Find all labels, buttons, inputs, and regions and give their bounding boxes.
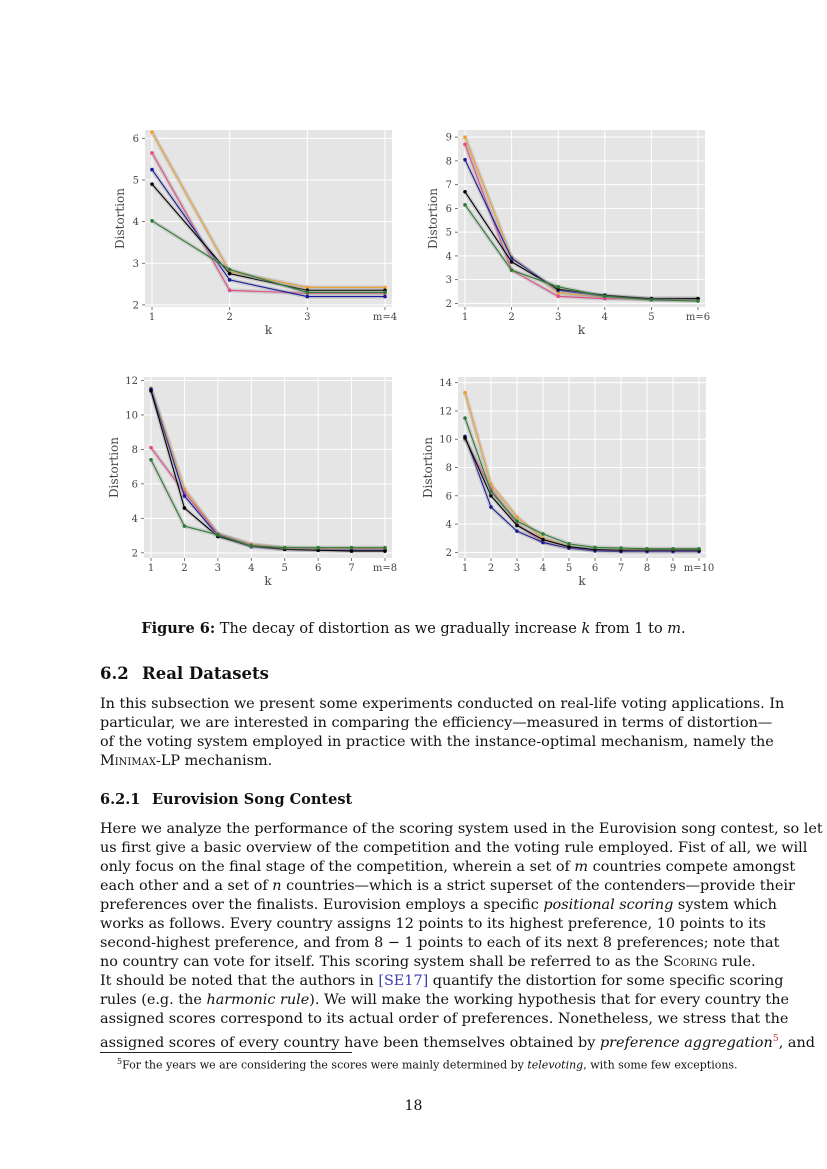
x-tick-label: 2: [226, 312, 233, 323]
body-line: works as follows. Every country assigns 12 points to its highest preference, 10 points to its: [100, 916, 766, 932]
chart-m8-svg: [104, 372, 400, 590]
chart-m4: [110, 125, 400, 340]
page-number: 18: [404, 1098, 423, 1114]
text: system which: [673, 897, 777, 913]
data-point-green: [567, 542, 571, 546]
body-line: [100, 953, 756, 972]
plot-panel: [144, 377, 392, 558]
x-axis-label: k: [264, 323, 273, 337]
data-point-black: [150, 182, 154, 186]
body-line: Here we analyze the performance of the scoring system used in the Eurovision song contest, so let: [100, 821, 823, 837]
text: quantify the distortion for some specific scoring: [428, 973, 784, 989]
data-point-black: [383, 549, 387, 553]
data-point-blue: [306, 295, 310, 299]
body-line: [100, 991, 789, 1010]
data-point-black: [515, 524, 519, 528]
y-tick-label: 2: [445, 298, 452, 310]
x-tick-label: 4: [601, 312, 608, 323]
body-line: us first give a basic overview of the competition and the voting rule employed. Fist of all, we will: [100, 840, 808, 856]
citation-link[interactable]: [SE17]: [378, 973, 429, 989]
data-point-green: [283, 546, 287, 550]
y-tick-label: 3: [132, 258, 139, 270]
chart-m8: [104, 372, 400, 590]
y-tick-label: 10: [439, 434, 452, 446]
x-tick-label: 7: [348, 563, 355, 574]
text: , with some few exceptions.: [583, 1058, 738, 1072]
x-tick-label: 3: [513, 563, 521, 574]
data-point-green: [249, 544, 253, 548]
x-tick-label: 4: [248, 563, 255, 574]
x-tick-label: 2: [508, 312, 515, 323]
text: preferences over the finalists. Eurovision employs a specific: [100, 897, 544, 913]
body-line: [100, 877, 795, 896]
data-point-blue: [228, 278, 232, 282]
data-point-green: [556, 285, 560, 289]
figure-label: Figure 6:: [141, 620, 216, 637]
y-tick-label: 4: [132, 217, 139, 229]
y-tick-label: 4: [131, 513, 138, 525]
data-point-green: [150, 219, 154, 223]
y-axis-label: Distortion: [107, 436, 121, 499]
data-point-black: [510, 260, 514, 264]
data-point-green: [306, 291, 310, 295]
y-tick-label: 8: [445, 463, 452, 474]
minimax-lp-term: Minimax-LP: [100, 753, 181, 769]
x-tick-label: 8: [643, 563, 651, 574]
data-point-green: [463, 416, 467, 420]
data-point-orange: [150, 130, 154, 134]
x-tick-label: 5: [648, 312, 655, 323]
y-tick-label: 5: [445, 227, 452, 239]
data-point-green: [463, 203, 467, 207]
text: no country can vote for itself. This scoring system shall be referred to as the: [100, 954, 664, 970]
body-line: [100, 858, 796, 877]
y-tick-label: 4: [445, 519, 452, 531]
data-point-green: [645, 547, 649, 551]
data-point-pink: [149, 446, 153, 450]
data-point-blue: [383, 295, 387, 299]
y-tick-label: 12: [439, 406, 452, 418]
chart-m10: [418, 372, 714, 590]
x-tick-label: 1: [148, 312, 156, 323]
text: rules (e.g. the: [100, 992, 207, 1008]
text: For the years we are considering the scores were mainly determined by: [122, 1058, 528, 1072]
x-tick-label: 6: [591, 563, 599, 574]
text: It should be noted that the authors in: [100, 973, 379, 989]
emph-televoting: televoting: [527, 1058, 584, 1072]
section-heading: [100, 664, 269, 683]
text: , and: [778, 1035, 815, 1051]
x-tick-label: 5: [565, 563, 573, 574]
x-tick-label: m=10: [683, 563, 715, 574]
data-point-black: [228, 272, 232, 276]
data-point-pink: [228, 289, 232, 293]
caption-m: m: [667, 621, 682, 637]
x-axis-label: k: [578, 574, 586, 588]
y-tick-label: 6: [132, 133, 139, 145]
emph-positional-scoring: positional scoring: [543, 897, 674, 913]
data-point-green: [316, 546, 320, 550]
data-point-green: [383, 291, 387, 295]
chart-m10-svg: [418, 372, 714, 590]
text: rule.: [717, 954, 756, 970]
data-point-orange: [463, 135, 467, 139]
x-axis-label: k: [264, 574, 272, 588]
data-point-blue: [515, 529, 519, 533]
data-point-black: [463, 190, 467, 194]
data-point-green: [350, 546, 354, 550]
caption-mid: from 1 to: [590, 621, 668, 637]
intro-line: of the voting system employed in practice with the instance-optimal mechanism, namely the: [100, 734, 774, 750]
x-tick-label: 2: [487, 563, 495, 574]
data-point-green: [696, 299, 700, 303]
footnote-mark: 5: [117, 1057, 123, 1066]
data-point-pink: [150, 151, 154, 155]
caption-end: .: [681, 621, 686, 637]
data-point-green: [149, 458, 153, 462]
footnote-rule: [100, 1052, 352, 1053]
x-tick-label: 5: [281, 563, 288, 574]
math-m: m: [574, 859, 589, 875]
data-point-black: [463, 436, 467, 440]
data-point-pink: [556, 295, 560, 299]
y-tick-label: 2: [132, 300, 139, 312]
data-point-green: [697, 547, 701, 551]
x-tick-label: 6: [314, 563, 322, 574]
data-point-green: [228, 268, 232, 272]
x-tick-label: 1: [461, 563, 469, 574]
text: countries compete amongst: [588, 859, 796, 875]
data-point-pink: [463, 142, 467, 146]
data-point-blue: [150, 168, 154, 172]
y-tick-label: 6: [445, 491, 452, 503]
x-tick-label: 3: [555, 312, 562, 323]
caption-k: k: [581, 621, 591, 637]
scoring-term: Scoring: [663, 954, 718, 970]
chart-m6-svg: [423, 125, 713, 340]
text: assigned scores of every country have been themselves obtained by: [100, 1035, 600, 1051]
x-tick-label: 1: [147, 563, 155, 574]
x-tick-label: 3: [304, 312, 311, 323]
y-tick-label: 8: [445, 156, 452, 168]
body-line: second-highest preference, and from 8 − 1 points to each of its next 8 preferences; note that: [100, 935, 780, 951]
body-paragraph: [100, 820, 823, 1051]
y-tick-label: 10: [125, 410, 138, 422]
data-point-green: [383, 546, 387, 550]
data-point-blue: [489, 505, 493, 509]
y-tick-label: 7: [445, 180, 452, 192]
figure-caption: [100, 620, 727, 637]
data-point-black: [541, 538, 545, 542]
data-point-green: [603, 295, 607, 299]
data-point-green: [541, 532, 545, 536]
y-tick-label: 6: [445, 203, 452, 215]
data-point-black: [183, 506, 187, 510]
data-point-green: [593, 546, 597, 550]
x-tick-label: 7: [617, 563, 625, 574]
y-tick-label: 8: [131, 444, 138, 456]
data-point-green: [650, 298, 654, 302]
intro-line-rest: mechanism.: [180, 753, 273, 769]
caption-pre: The decay of distortion as we gradually increase: [219, 621, 582, 637]
chart-m4-svg: [110, 125, 400, 340]
x-tick-label: 9: [669, 563, 677, 574]
footnote: [117, 1057, 738, 1072]
data-point-green: [671, 547, 675, 551]
text: countries—which is a strict superset of the contenders—provide their: [281, 878, 795, 894]
section-number: 6.2: [100, 664, 129, 683]
subsection-heading: [100, 791, 352, 808]
body-line: [100, 1029, 815, 1051]
section-title: Real Datasets: [142, 664, 269, 683]
y-tick-label: 6: [131, 479, 138, 491]
text: ). We will make the working hypothesis that for every country the: [309, 992, 789, 1008]
y-tick-label: 2: [131, 548, 138, 560]
y-axis-label: Distortion: [421, 436, 435, 499]
math-n: n: [272, 878, 282, 894]
emph-harmonic-rule: harmonic rule: [206, 992, 310, 1008]
y-tick-label: 2: [445, 547, 452, 559]
x-tick-label: m=8: [372, 563, 398, 574]
emph-preference-aggregation: preference aggregation: [599, 1035, 773, 1051]
intro-line: particular, we are interested in comparing the efficiency—measured in terms of distortion—: [100, 715, 773, 731]
x-tick-label: 1: [461, 312, 469, 323]
body-line: [100, 896, 777, 915]
data-point-blue: [463, 158, 467, 162]
y-axis-label: Distortion: [426, 187, 440, 250]
x-tick-label: 3: [214, 563, 222, 574]
footnote-ref-link[interactable]: 5: [772, 1033, 779, 1044]
text: each other and a set of: [100, 878, 273, 894]
y-tick-label: 5: [132, 175, 139, 187]
data-point-black: [149, 389, 153, 393]
x-tick-label: m=6: [685, 312, 711, 323]
y-tick-label: 12: [125, 375, 138, 387]
y-axis-label: Distortion: [113, 187, 127, 250]
data-point-orange: [463, 391, 467, 395]
intro-line: In this subsection we present some experiments conducted on real-life voting applications. In: [100, 696, 785, 712]
subsection-title: Eurovision Song Contest: [152, 791, 353, 808]
data-point-black: [350, 549, 354, 553]
data-point-green: [515, 519, 519, 523]
chart-m6: [423, 125, 713, 340]
text: only focus on the final stage of the competition, wherein a set of: [100, 859, 575, 875]
y-tick-label: 3: [445, 275, 452, 287]
intro-line: [100, 752, 727, 771]
subsection-number: 6.2.1: [100, 791, 141, 808]
y-tick-label: 4: [445, 251, 452, 263]
body-line: assigned scores correspond to its actual order of preferences. Nonetheless, we stress that the: [100, 1011, 789, 1027]
data-point-green: [489, 490, 493, 494]
intro-paragraph: [100, 695, 785, 771]
data-point-green: [216, 533, 220, 537]
x-axis-label: k: [577, 323, 586, 337]
x-tick-label: 4: [539, 563, 547, 574]
data-point-green: [510, 268, 514, 272]
data-point-green: [619, 546, 623, 550]
data-point-green: [183, 524, 187, 528]
y-tick-label: 9: [445, 132, 452, 144]
y-tick-label: 14: [439, 378, 452, 390]
x-tick-label: 2: [181, 563, 188, 574]
body-line: [100, 972, 784, 991]
x-tick-label: m=4: [372, 312, 398, 323]
